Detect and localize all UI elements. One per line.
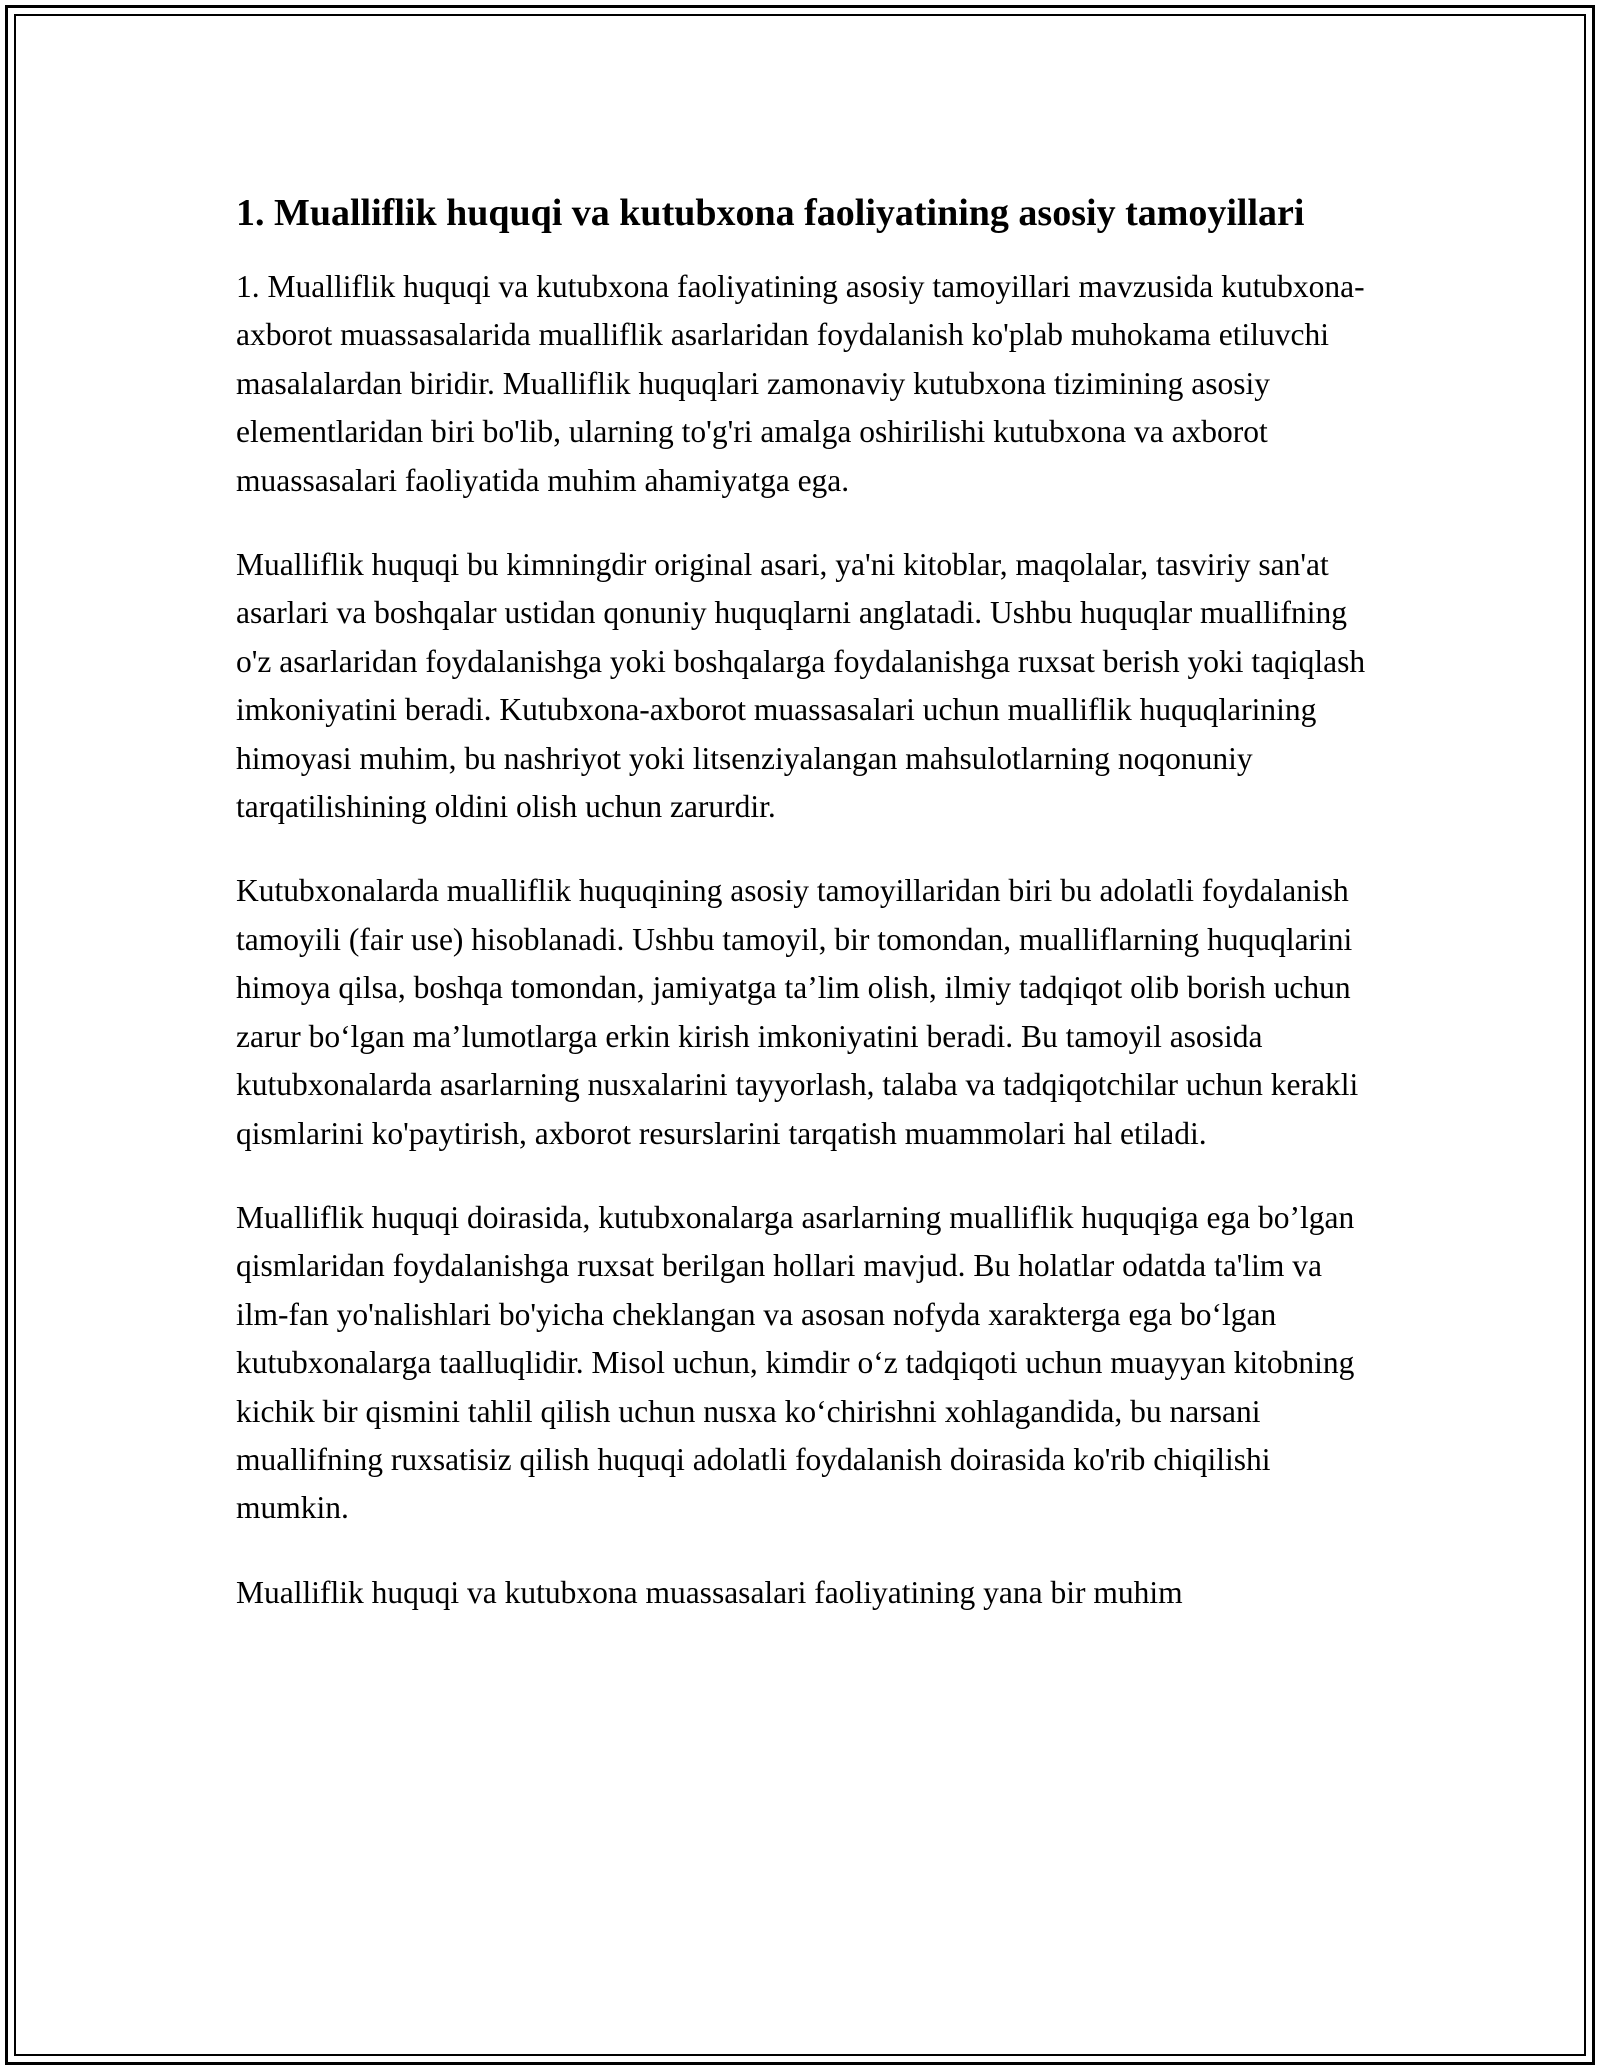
paragraph-3: Kutubxonalarda mualliflik huquqining asosiy tamoyillaridan biri bu adolatli foydalanish tamoyili (fair use) hisoblanadi. Ushbu tamoyil, bir tomondan, mualliflarning huquqlarini himoya qilsa, boshqa tomondan, jamiyatga ta’lim olish, ilmiy tadqiqot olib borish uchun zarur bo‘lgan ma’lumotlarga erkin kirish imkoniyatini beradi. Bu tamoyil asosida kutubxonalarda asarlarning nusxalarini tayyorlash, talaba va tadqiqotchilar uchun kerakli qismlarini ko'paytirish, axborot resurslarini tarqatish muammolari hal etiladi. <box>236 873 1359 1151</box>
document-title: 1. Mualliflik huquqi va kutubxona faoliyatining asosiy tamoyillari <box>236 192 1305 234</box>
paragraph-1: 1. Mualliflik huquqi va kutubxona faoliyatining asosiy tamoyillari mavzusida kutubxona-axborot muassasalarida mualliflik asarlaridan foydalanish ko'plab muhokama etiluvchi masalalardan biridir. Mualliflik huquqlari zamonaviy kutubxona tizimining asosiy elementlaridan biri bo'lib, ularning to'g'ri amalga oshirilishi kutubxona va axborot muassasalari faoliyatida muhim ahamiyatga ega. <box>236 269 1365 498</box>
paragraph-4: Mualliflik huquqi doirasida, kutubxonalarga asarlarning mualliflik huquqiga ega bo’lgan qismlaridan foydalanishga ruxsat berilgan hollari mavjud. Bu holatlar odatda ta'lim va ilm-fan yo'nalishlari bo'yicha cheklangan va asosan nofyda xarakterga ega bo‘lgan kutubxonalarga taalluqlidir. Misol uchun, kimdir o‘z tadqiqoti uchun muayyan kitobning kichik bir qismini tahlil qilish uchun nusxa ko‘chirishni xohlagandida, bu narsani muallifning ruxsatisiz qilish huquqi adolatli foydalanish doirasida ko'rib chiqilishi mumkin. <box>236 1199 1355 1526</box>
paragraph-2: Mualliflik huquqi bu kimningdir original asari, ya'ni kitoblar, maqolalar, tasviriy san'at asarlari va boshqalar ustidan qonuniy huquqlarni anglatadi. Ushbu huquqlar muallifning o'z asarlaridan foydalanishga yoki boshqalarga foydalanishga ruxsat berish yoki taqiqlash imkoniyatini beradi. Kutubxona-axborot muassasalari uchun mualliflik huquqlarining himoyasi muhim, bu nashriyot yoki litsenziyalangan mahsulotlarning noqonuniy tarqatilishining oldini olish uchun zarurdir. <box>236 547 1366 825</box>
document-body <box>236 185 1376 1617</box>
paragraph-5: Mualliflik huquqi va kutubxona muassasalari faoliyatining yana bir muhim <box>236 1574 1183 1610</box>
